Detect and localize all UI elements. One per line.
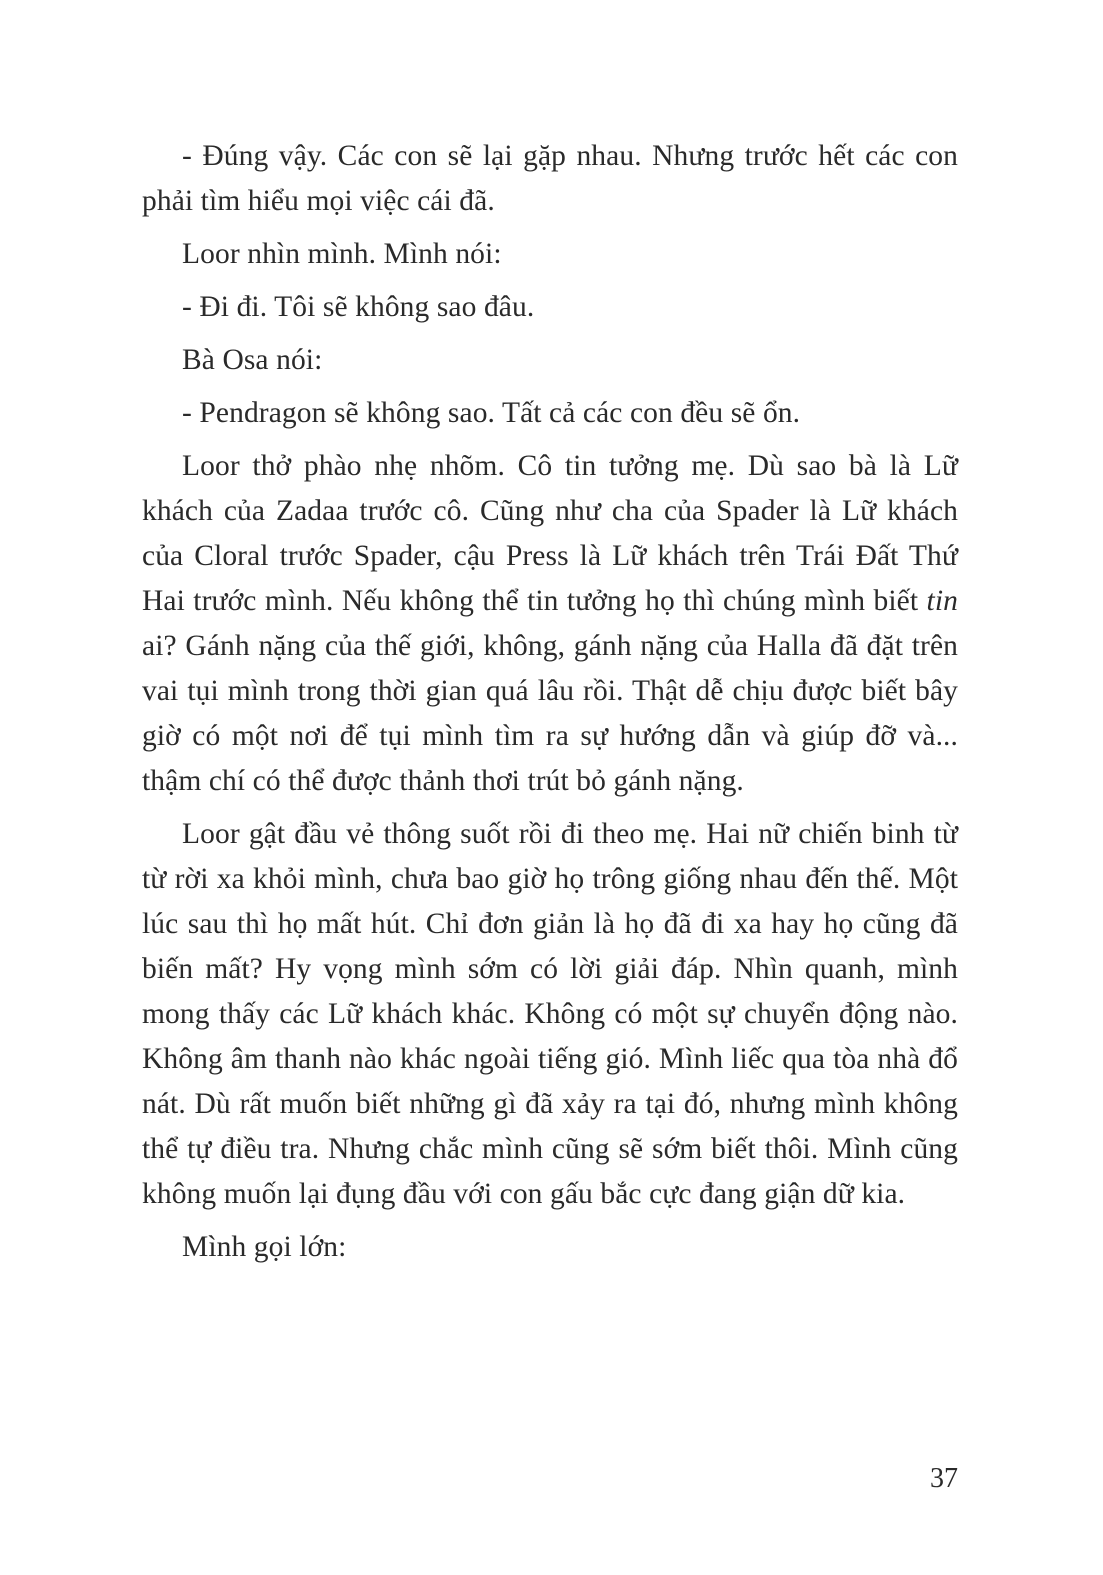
paragraph-text: ai? Gánh nặng của thế giới, không, gánh nặng của Halla đã đặt trên vai tụi mình trong thời gian quá lâu rồi. Thật dễ chịu được biết bây giờ có một nơi để tụi mình tìm ra sự hướng dẫn và giúp đỡ và... thậm chí có thể được thảnh thơi trút bỏ gánh nặng. xyxy=(142,630,958,797)
paragraph xyxy=(142,444,958,804)
italic-word: tin xyxy=(926,585,958,617)
paragraph: Loor gật đầu vẻ thông suốt rồi đi theo mẹ. Hai nữ chiến binh từ từ rời xa khỏi mình, chưa bao giờ họ trông giống nhau đến thế. Một lúc sau thì họ mất hút. Chỉ đơn giản là họ đã đi xa hay họ cũng đã biến mất? Hy vọng mình sớm có lời giải đáp. Nhìn quanh, mình mong thấy các Lữ khách khác. Không có một sự chuyển động nào. Không âm thanh nào khác ngoài tiếng gió. Mình liếc qua tòa nhà đổ nát. Dù rất muốn biết những gì đã xảy ra tại đó, nhưng mình không thể tự điều tra. Nhưng chắc mình cũng sẽ sớm biết thôi. Mình cũng không muốn lại đụng đầu với con gấu bắc cực đang giận dữ kia. xyxy=(142,818,958,1210)
paragraph: - Đúng vậy. Các con sẽ lại gặp nhau. Nhưng trước hết các con phải tìm hiểu mọi việc cái đã. xyxy=(142,140,958,217)
paragraph: - Đi đi. Tôi sẽ không sao đâu. xyxy=(182,291,535,323)
paragraph: Loor nhìn mình. Mình nói: xyxy=(182,238,502,270)
paragraph-text: Loor thở phào nhẹ nhõm. Cô tin tưởng mẹ. Dù sao bà là Lữ khách của Zadaa trước cô. Cũng như cha của Spader là Lữ khách của Cloral trước Spader, cậu Press là Lữ khách trên Trái Đất Thứ Hai trước mình. Nếu không thể tin tưởng họ thì chúng mình biết xyxy=(142,450,958,617)
paragraph: Bà Osa nói: xyxy=(182,344,323,376)
paragraph: - Pendragon sẽ không sao. Tất cả các con đều sẽ ổn. xyxy=(182,397,801,429)
page-number: 37 xyxy=(930,1463,958,1494)
paragraph: Mình gọi lớn: xyxy=(182,1231,347,1263)
page-body xyxy=(142,134,958,1278)
